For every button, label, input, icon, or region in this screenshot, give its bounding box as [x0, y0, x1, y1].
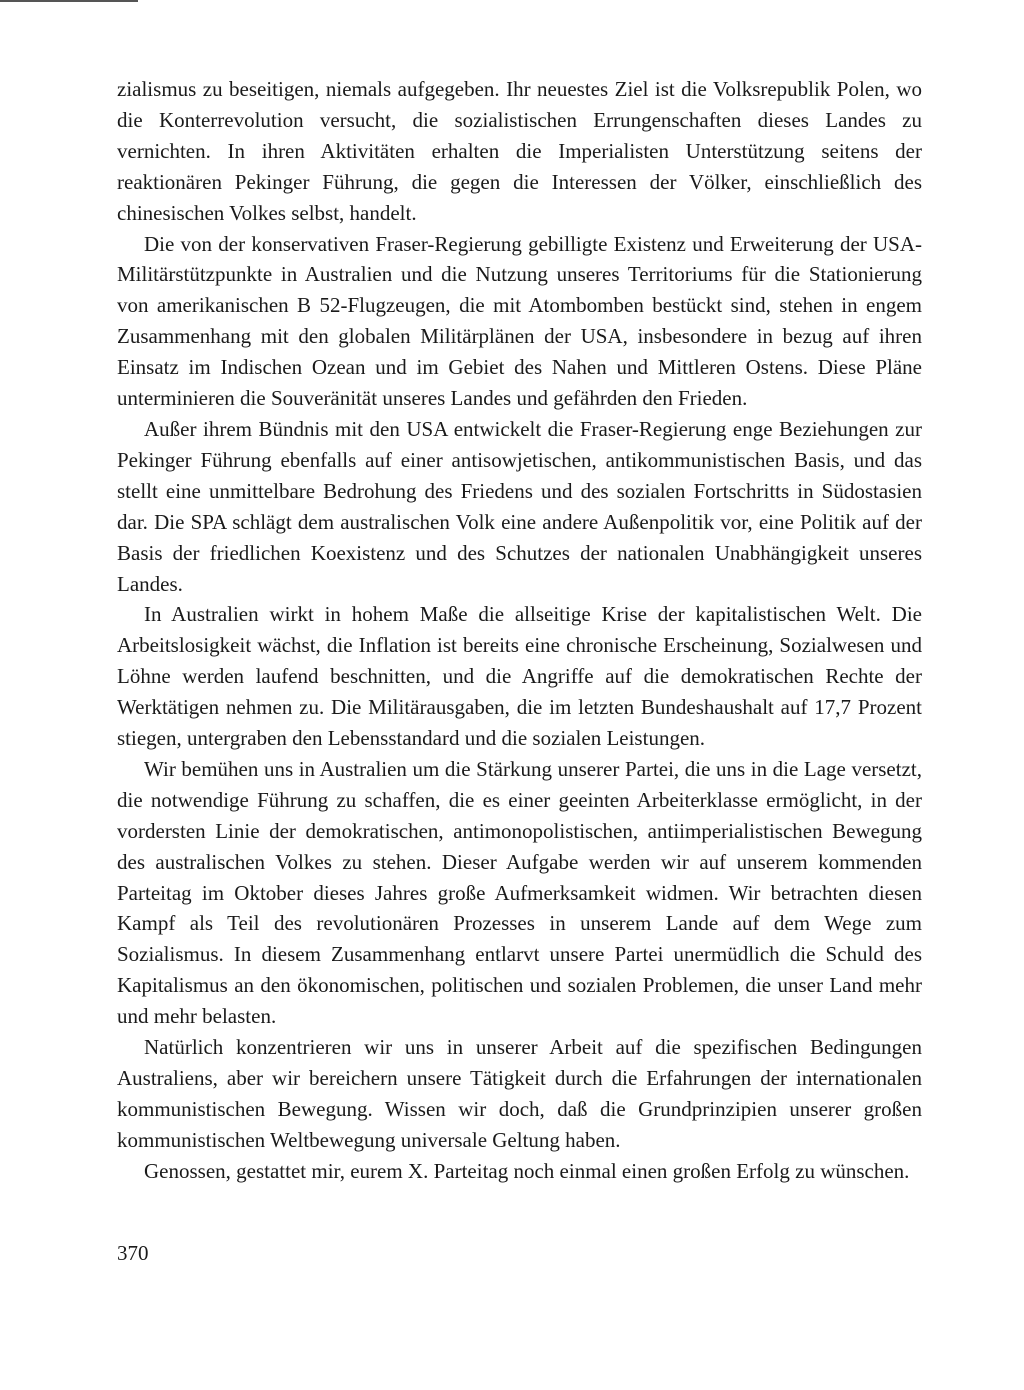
- paragraph-2: Die von der konservativen Fraser-Regierung gebilligte Existenz und Erweiterung der USA-Militärstützpunkte in Australien und die Nutzung unseres Territoriums für die Stationierung von amerikanischen B 52-Flugzeugen, die mit Atombomben bestückt sind, stehen in engem Zusammenhang mit den globalen Militärplänen der USA, insbesondere in bezug auf ihren Einsatz im Indischen Ozean und im Gebiet des Nahen und Mittleren Ostens. Diese Pläne unterminieren die Souveränität unseres Landes und gefährden den Frieden.: [117, 231, 922, 411]
- top-rule: [0, 0, 138, 2]
- paragraph-1: zialismus zu beseitigen, niemals aufgegeben. Ihr neuestes Ziel ist die Volksrepublik Polen, wo die Konterrevolution versucht, die sozialistischen Errungenschaften dieses Landes zu vernichten. In ihren Aktivitäten erhalten die Imperialisten Unterstützung seitens der reaktionären Pekinger Führung, die gegen die Interessen der Völker, einschließlich des chinesischen Volkes selbst, handelt.: [117, 77, 922, 225]
- paragraph-4: In Australien wirkt in hohem Maße die allseitige Krise der kapitalistischen Welt. Die Arbeitslosigkeit wächst, die Inflation ist bereits eine chronische Erscheinung, Sozialwesen und Löhne werden laufend beschnitten, und die Angriffe auf die demokratischen Rechte der Werktätigen nehmen zu. Die Militärausgaben, die im letzten Bundeshaushalt auf 17,7 Prozent stiegen, untergraben den Lebensstandard und die sozialen Leistungen.: [117, 602, 922, 751]
- body-text: [117, 74, 922, 1187]
- paragraph-3: Außer ihrem Bündnis mit den USA entwickelt die Fraser-Regierung enge Beziehungen zur Pekinger Führung ebenfalls auf einer antisowjetischen, antikommunistischen Basis, und das stellt eine unmittelbare Bedrohung des Friedens und des sozialen Fortschritts in Südostasien dar. Die SPA schlägt dem australischen Volk eine andere Außenpolitik vor, eine Politik auf der Basis der friedlichen Koexistenz und des Schutzes der nationalen Unabhängigkeit unseres Landes.: [117, 416, 922, 596]
- paragraph-5: Wir bemühen uns in Australien um die Stärkung unserer Partei, die uns in die Lage versetzt, die notwendige Führung zu schaffen, die es einer geeinten Arbeiterklasse ermöglicht, in der vordersten Linie der demokratischen, antimonopolistischen, antiimperialistischen Bewegung des australischen Volkes zu stehen. Dieser Aufgabe werden wir auf unserem kommenden Parteitag im Oktober dieses Jahres große Aufmerksamkeit widmen. Wir betrachten diesen Kampf als Teil des revolutionären Prozesses in unserem Lande auf dem Wege zum Sozialismus. In diesem Zusammenhang entlarvt unsere Partei unermüdlich die Schuld des Kapitalismus an den ökonomischen, politischen und sozialen Problemen, die unser Land mehr und mehr belasten.: [117, 756, 922, 1029]
- page-number: 370: [117, 1241, 149, 1265]
- paragraph-6: Natürlich konzentrieren wir uns in unserer Arbeit auf die spezifischen Bedingungen Australiens, aber wir bereichern unsere Tätigkeit durch die Erfahrungen der internationalen kommunistischen Bewegung. Wissen wir doch, daß die Grundprinzipien unserer großen kommunistischen Weltbewegung universale Geltung haben.: [117, 1035, 922, 1152]
- paragraph-7: Genossen, gestattet mir, eurem X. Parteitag noch einmal einen großen Erfolg zu wünschen.: [144, 1158, 910, 1183]
